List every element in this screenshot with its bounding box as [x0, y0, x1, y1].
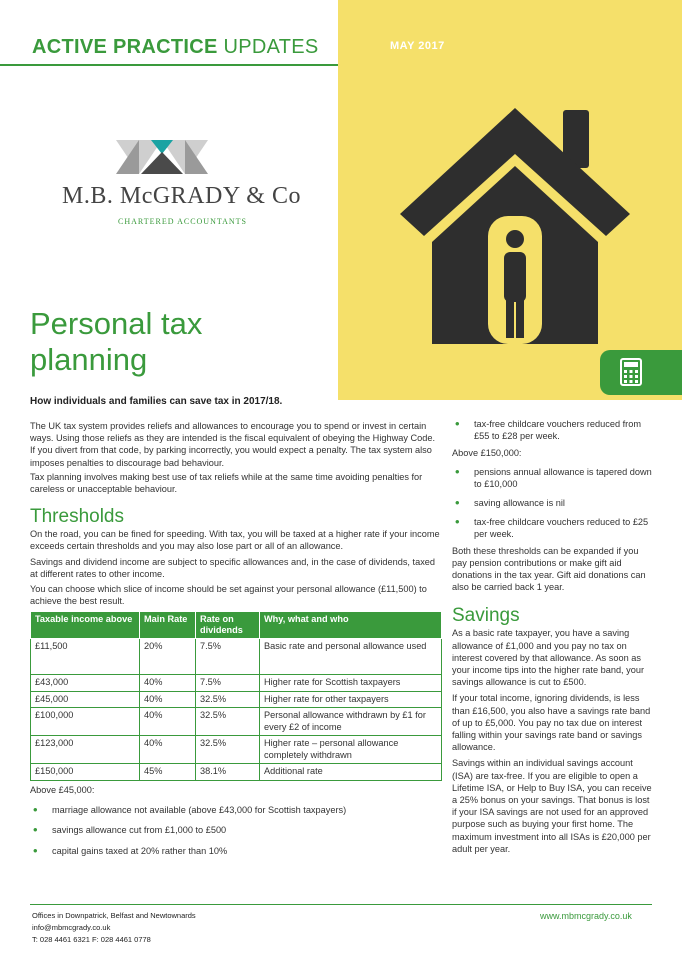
table-cell: £43,000: [31, 675, 140, 692]
logo-mark-icon: [116, 140, 208, 174]
above-150k-label: Above £150,000:: [452, 448, 522, 459]
savings-paragraph: If your total income, ignoring dividends, is less than £16,500, you also have a savings rate band of up to £5,000. You pay no tax due on interest falling within your savings rate band or savings allowance.: [452, 693, 651, 753]
table-cell: Personal allowance withdrawn by £1 for every £2 of income: [260, 708, 442, 736]
above-150k-list: [452, 466, 652, 541]
list-item: • savings allowance cut from £1,000 to £500: [30, 824, 442, 836]
table-cell: £45,000: [31, 691, 140, 708]
table-cell: 40%: [140, 675, 196, 692]
firm-name: M.B. McGRADY & Co: [62, 183, 301, 209]
above-45k-list: [30, 804, 442, 857]
table-cell: 45%: [140, 764, 196, 781]
table-cell: 40%: [140, 736, 196, 764]
table-cell: 40%: [140, 691, 196, 708]
table-cell: Higher rate – personal allowance completely withdrawn: [260, 736, 442, 764]
column-header: Main Rate: [140, 612, 196, 639]
list-item: • tax-free childcare vouchers reduced from £55 to £28 per week.: [452, 418, 652, 442]
table-cell: 7.5%: [196, 675, 260, 692]
thresholds-heading: Thresholds: [30, 506, 124, 528]
left-column: [30, 420, 442, 857]
table-row: [31, 639, 442, 675]
footer-phone: T: 028 4461 6321 F: 028 4461 0778: [32, 935, 151, 944]
table-cell: Basic rate and personal allowance used: [260, 639, 442, 675]
table-row: [31, 691, 442, 708]
table-cell: £150,000: [31, 764, 140, 781]
issue-date: MAY 2017: [390, 40, 445, 52]
table-cell: 32.5%: [196, 691, 260, 708]
calculator-icon: [620, 358, 642, 386]
table-row: [31, 764, 442, 781]
list-item: • tax-free childcare vouchers reduced to £25 per week.: [452, 516, 652, 540]
list-item: • marriage allowance not available (above £43,000 for Scottish taxpayers): [30, 804, 442, 816]
above-45k-label: Above £45,000:: [30, 784, 95, 795]
newsletter-brand: [32, 36, 319, 59]
table-cell: Additional rate: [260, 764, 442, 781]
savings-heading: Savings: [452, 605, 520, 627]
thresholds-closing: Both these thresholds can be expanded if you pay pension contributions or make gift aid donations in the tax year. Gift aid donations can also be carried back 1 year.: [452, 545, 646, 593]
list-item: • capital gains taxed at 20% rather than 10%: [30, 845, 442, 857]
header-rule: [0, 64, 338, 66]
footer-email-link[interactable]: info@mbmcgrady.co.uk: [32, 923, 111, 932]
table-cell: 32.5%: [196, 708, 260, 736]
table-cell: £100,000: [31, 708, 140, 736]
list-item: • saving allowance is nil: [452, 497, 652, 509]
calculator-tab: [600, 350, 682, 395]
table-cell: 32.5%: [196, 736, 260, 764]
intro-paragraph: Tax planning involves making best use of tax reliefs while at the same time avoiding penalties for careless or unacceptable behaviour.: [30, 471, 423, 495]
column-header: Taxable income above: [31, 612, 140, 639]
table-cell: £123,000: [31, 736, 140, 764]
table-cell: 20%: [140, 639, 196, 675]
table-cell: £11,500: [31, 639, 140, 675]
table-cell: Higher rate for other taxpayers: [260, 691, 442, 708]
table-cell: 40%: [140, 708, 196, 736]
table-row: [31, 675, 442, 692]
thresholds-paragraph: On the road, you can be fined for speeding. With tax, you will be taxed at a higher rate if your income exceeds certain thresholds and you may also lose part or all of an allowance.: [30, 529, 440, 552]
article-subtitle: How individuals and families can save tax in 2017/18.: [30, 396, 283, 407]
savings-paragraph: As a basic rate taxpayer, you have a saving allowance of £1,000 and you pay no tax on interest covered by that allowance. As soon as your income tips into the higher rate band, your savings allowance is cut to £500.: [452, 628, 645, 688]
column-header: Why, what and who: [260, 612, 442, 639]
table-cell: Higher rate for Scottish taxpayers: [260, 675, 442, 692]
footer-offices: Offices in Downpatrick, Belfast and Newtownards: [32, 911, 196, 920]
right-column: [452, 418, 652, 855]
intro-paragraph: The UK tax system provides reliefs and allowances to encourage you to spend or invest in certain ways. Using those reliefs as they are intended is the fiscal equivalent of obeying the Highway Code. If you divert from that code, by parking incorrectly, you would expect a penalty. The tax system also imposes penalties to discourage bad behaviour.: [30, 421, 435, 468]
table-row: [31, 708, 442, 736]
thresholds-paragraph: You can choose which slice of income should be set against your personal allowance (£11,500) to achieve the best result.: [30, 584, 427, 607]
house-illustration-icon: [398, 104, 632, 344]
table-cell: 38.1%: [196, 764, 260, 781]
table-row: [31, 736, 442, 764]
table-cell: 7.5%: [196, 639, 260, 675]
column-header: Rate on dividends: [196, 612, 260, 639]
childcare-list: [452, 418, 652, 442]
firm-subtitle: CHARTERED ACCOUNTANTS: [118, 217, 247, 226]
table-header-row: [31, 612, 442, 639]
footer-rule: [30, 904, 652, 905]
tax-thresholds-table: [30, 611, 442, 781]
savings-paragraph: Savings within an individual savings account (ISA) are tax-free. If you are eligible to open a Lifetime ISA, or Help to Buy ISA, you can receive a 25% bonus on your savings. That bonus is lost if your ISA savings are not used for an approved purpose such as buying your first home. The maximum investment into all ISAs is £20,000 per adult per year.: [452, 758, 652, 854]
footer-contact: [32, 910, 196, 946]
brand-light: UPDATES: [223, 36, 319, 58]
thresholds-paragraph: Savings and dividend income are subject to specific allowances and, in the case of dividends, taxed at different rates to other income.: [30, 556, 436, 579]
article-title: Personal tax planning: [30, 306, 203, 377]
website-link[interactable]: www.mbmcgrady.co.uk: [540, 911, 632, 921]
list-item: • pensions annual allowance is tapered down to £10,000: [452, 466, 652, 490]
brand-bold: ACTIVE PRACTICE: [32, 36, 218, 58]
